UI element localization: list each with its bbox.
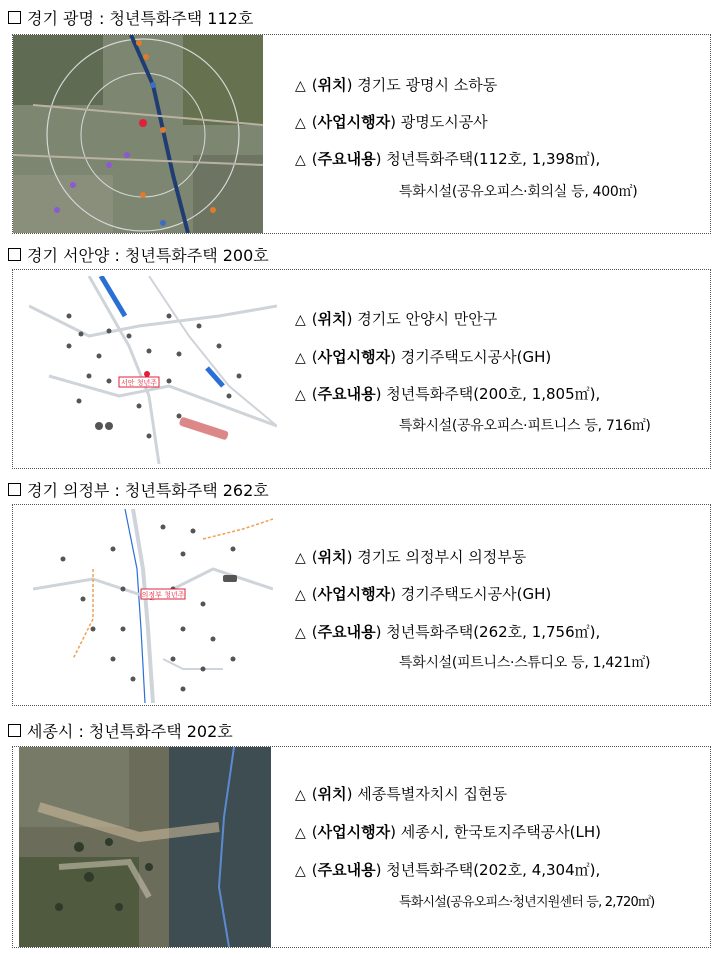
section-title: 경기 의정부 : 청년특화주택 262호 xyxy=(27,480,269,500)
content-line-1: 청년특화주택(202호, 4,304㎡), xyxy=(386,861,601,879)
section-heading xyxy=(8,243,269,265)
operator-value: 광명도시공사 xyxy=(400,113,488,131)
location-label: 위치 xyxy=(317,785,347,803)
content-label: 주요내용 xyxy=(317,861,376,879)
street-map xyxy=(29,276,277,464)
operator-row: △ (사업시행자) 세종시, 한국토지주택공사(LH) xyxy=(295,823,602,841)
operator-value: 세종시, 한국토지주택공사(LH) xyxy=(400,823,602,841)
triangle-icon: △ xyxy=(295,587,306,603)
content-label: 주요내용 xyxy=(317,385,376,403)
section-heading xyxy=(8,478,269,500)
content-row: △ (주요내용) 청년특화주택(200호, 1,805㎡), xyxy=(295,385,601,403)
satellite-map xyxy=(19,747,271,947)
location-row: △ (위치) 경기도 의정부시 의정부동 xyxy=(295,548,527,566)
location-row: △ (위치) 경기도 광명시 소하동 xyxy=(295,76,498,94)
content-line-1: 청년특화주택(112호, 1,398㎡), xyxy=(386,150,601,168)
map-graphic xyxy=(33,509,273,703)
triangle-icon: △ xyxy=(295,350,306,366)
location-value: 경기도 광명시 소하동 xyxy=(357,76,498,94)
triangle-icon: △ xyxy=(295,787,306,803)
triangle-icon: △ xyxy=(295,312,306,328)
location-row: △ (위치) 경기도 안양시 만안구 xyxy=(295,310,498,328)
street-map xyxy=(33,509,273,703)
location-row: △ (위치) 세종특별자치시 집현동 xyxy=(295,785,507,803)
triangle-icon: △ xyxy=(295,78,306,94)
map-graphic xyxy=(13,35,263,233)
operator-row: △ (사업시행자) 광명도시공사 xyxy=(295,113,488,131)
content-line-2: 특화시설(피트니스·스튜디오 등, 1,421㎡) xyxy=(399,655,651,671)
content-line-1: 청년특화주택(262호, 1,756㎡), xyxy=(386,623,601,641)
triangle-icon: △ xyxy=(295,387,306,403)
section-title: 경기 광명 : 청년특화주택 112호 xyxy=(27,8,254,28)
triangle-icon: △ xyxy=(295,625,306,641)
triangle-icon: △ xyxy=(295,152,306,168)
checkbox-icon xyxy=(8,11,21,24)
operator-label: 사업시행자 xyxy=(317,585,391,603)
content-line-1: 청년특화주택(200호, 1,805㎡), xyxy=(386,385,601,403)
checkbox-icon xyxy=(8,248,21,261)
checkbox-icon xyxy=(8,724,21,737)
content-label: 주요내용 xyxy=(317,623,376,641)
content-row: △ (주요내용) 청년특화주택(202호, 4,304㎡), xyxy=(295,861,601,879)
map-graphic xyxy=(29,276,277,464)
operator-label: 사업시행자 xyxy=(317,348,391,366)
location-label: 위치 xyxy=(317,548,347,566)
content-line-2: 특화시설(공유오피스·피트니스 등, 716㎡) xyxy=(399,418,651,434)
operator-row: △ (사업시행자) 경기주택도시공사(GH) xyxy=(295,585,552,603)
content-row: △ (주요내용) 청년특화주택(112호, 1,398㎡), xyxy=(295,150,601,168)
location-value: 경기도 의정부시 의정부동 xyxy=(357,548,527,566)
triangle-icon: △ xyxy=(295,115,306,131)
map-label: 서안 청년주 xyxy=(120,379,158,387)
operator-label: 사업시행자 xyxy=(317,113,391,131)
section-heading xyxy=(8,6,253,28)
triangle-icon: △ xyxy=(295,550,306,566)
satellite-map xyxy=(13,35,263,233)
content-line-2: 특화시설(공유오피스·회의실 등, 400㎡) xyxy=(399,184,638,200)
section-box xyxy=(12,269,711,469)
section-heading xyxy=(8,719,233,741)
section-box xyxy=(12,746,711,948)
location-value: 경기도 안양시 만안구 xyxy=(357,310,498,328)
map-graphic xyxy=(19,747,271,947)
triangle-icon: △ xyxy=(295,863,306,879)
content-line-2: 특화시설(공유오피스·청년지원센터 등, 2,720㎡) xyxy=(399,895,655,910)
section-box xyxy=(12,504,711,706)
section-box xyxy=(12,34,711,234)
location-label: 위치 xyxy=(317,76,347,94)
checkbox-icon xyxy=(8,483,21,496)
map-label: 의정부 청년주 xyxy=(141,591,185,599)
operator-value: 경기주택도시공사(GH) xyxy=(400,348,552,366)
section-title: 경기 서안양 : 청년특화주택 200호 xyxy=(27,245,269,265)
operator-row: △ (사업시행자) 경기주택도시공사(GH) xyxy=(295,348,552,366)
location-value: 세종특별자치시 집현동 xyxy=(357,785,507,803)
content-label: 주요내용 xyxy=(317,150,376,168)
operator-label: 사업시행자 xyxy=(317,823,391,841)
content-row: △ (주요내용) 청년특화주택(262호, 1,756㎡), xyxy=(295,623,601,641)
section-title: 세종시 : 청년특화주택 202호 xyxy=(27,721,233,741)
operator-value: 경기주택도시공사(GH) xyxy=(400,585,552,603)
triangle-icon: △ xyxy=(295,825,306,841)
location-label: 위치 xyxy=(317,310,347,328)
